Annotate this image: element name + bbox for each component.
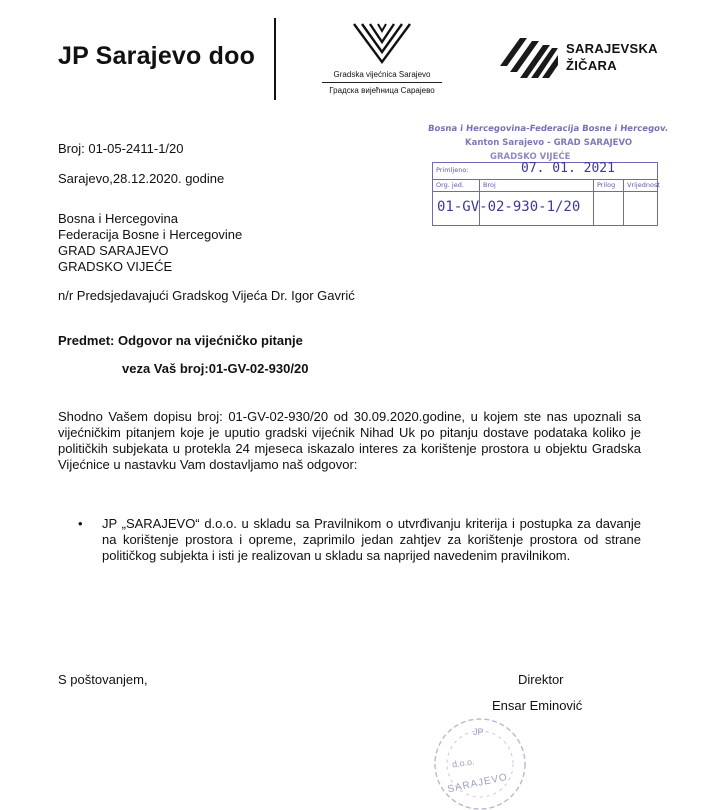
company-name: JP Sarajevo doo bbox=[58, 42, 256, 70]
subject-predmet: Predmet: Odgovor na vijećničko pitanje bbox=[58, 333, 303, 348]
recipient-line3: GRAD SARAJEVO bbox=[58, 243, 169, 258]
body-paragraph: Shodno Vašem dopisu broj: 01-GV-02-930/20 od 30.09.2020.godine, u kojem ste nas upoznali sa vijećničkim pitanjem koje je uputio gradski vijećnik Nihad Uk po pitanju dostave podataka koliko je političkih subjekata u protekla 24 mjeseca iskazalo interes za korištenje prostora u objektu Gradska Vijećnice u nastavku Vam dostavljamo naš odgovor: bbox=[58, 409, 641, 472]
recipient-line1: Bosna i Hercegovina bbox=[58, 211, 178, 226]
closing-greeting: S poštovanjem, bbox=[58, 672, 148, 687]
vijecnica-caption-cyrillic: Градска вијећница Сарајево bbox=[329, 86, 435, 95]
zicara-logo-icon bbox=[498, 36, 560, 80]
recipient-line4: GRADSKO VIJEĆE bbox=[58, 259, 173, 274]
stamp-row-primljeno bbox=[433, 163, 657, 180]
vijecnica-caption-divider bbox=[322, 82, 442, 83]
stamp-label-vrijednost: Vrijednost bbox=[627, 181, 660, 189]
place-date: Sarajevo,28.12.2020. godine bbox=[58, 171, 225, 186]
seal-top-text: JP bbox=[473, 727, 484, 737]
stamp-line3: GRADSKO VIJEĆE bbox=[490, 152, 571, 162]
zicara-name-line1: SARAJEVSKA bbox=[566, 41, 658, 56]
header-divider bbox=[274, 18, 276, 100]
stamp-registry-number: 01-GV-02-930-1/20 bbox=[437, 199, 581, 215]
stamp-label-primljeno: Primljeno: bbox=[436, 166, 469, 174]
signer-title: Direktor bbox=[518, 672, 564, 687]
stamp-label-prilog: Prilog bbox=[597, 181, 616, 189]
seal-bottom-text: SARAJEVO bbox=[446, 771, 509, 796]
recipient-line2: Federacija Bosne i Hercegovine bbox=[58, 227, 243, 242]
vijecnica-logo-icon bbox=[352, 20, 412, 64]
stamp-received-date: 07. 01. 2021 bbox=[521, 161, 615, 176]
stamp-line2: Kanton Sarajevo - GRAD SARAJEVO bbox=[465, 138, 633, 148]
seal-middle-text: d.o.o. bbox=[451, 756, 476, 770]
zicara-name-line2: ŽIČARA bbox=[566, 58, 617, 73]
recipient-attention: n/r Predsjedavajući Gradskog Vijeća Dr. Igor Gavrić bbox=[58, 288, 355, 303]
stamp-table bbox=[432, 162, 658, 226]
stamp-col-divider bbox=[593, 180, 594, 225]
signer-name: Ensar Eminović bbox=[492, 698, 583, 713]
vijecnica-caption-latin: Gradska vijećnica Sarajevo bbox=[333, 70, 431, 79]
stamp-col-divider bbox=[623, 180, 624, 225]
bullet-item: JP „SARAJEVO“ d.o.o. u skladu sa Pravilnikom o utvrđivanju kriterija i postupka za davanje na korištenje prostora i opreme, zaprimilo jedan zahtjev za korištenje prostora od strane političkog subjekta i isti je realizovan u skladu sa naprijed navedenim pravilnikom. bbox=[102, 516, 641, 563]
stamp-line1: Bosna i Hercegovina-Federacija Bosne i Hercegov. bbox=[427, 124, 669, 134]
received-stamp bbox=[420, 116, 669, 228]
stamp-label-broj: Broj bbox=[483, 181, 496, 189]
document-number: Broj: 01-05-2411-1/20 bbox=[58, 141, 184, 156]
bullet-marker: • bbox=[78, 516, 83, 531]
stamp-label-org: Org. jed. bbox=[436, 181, 464, 189]
subject-reference: veza Vaš broj:01-GV-02-930/20 bbox=[122, 361, 309, 376]
